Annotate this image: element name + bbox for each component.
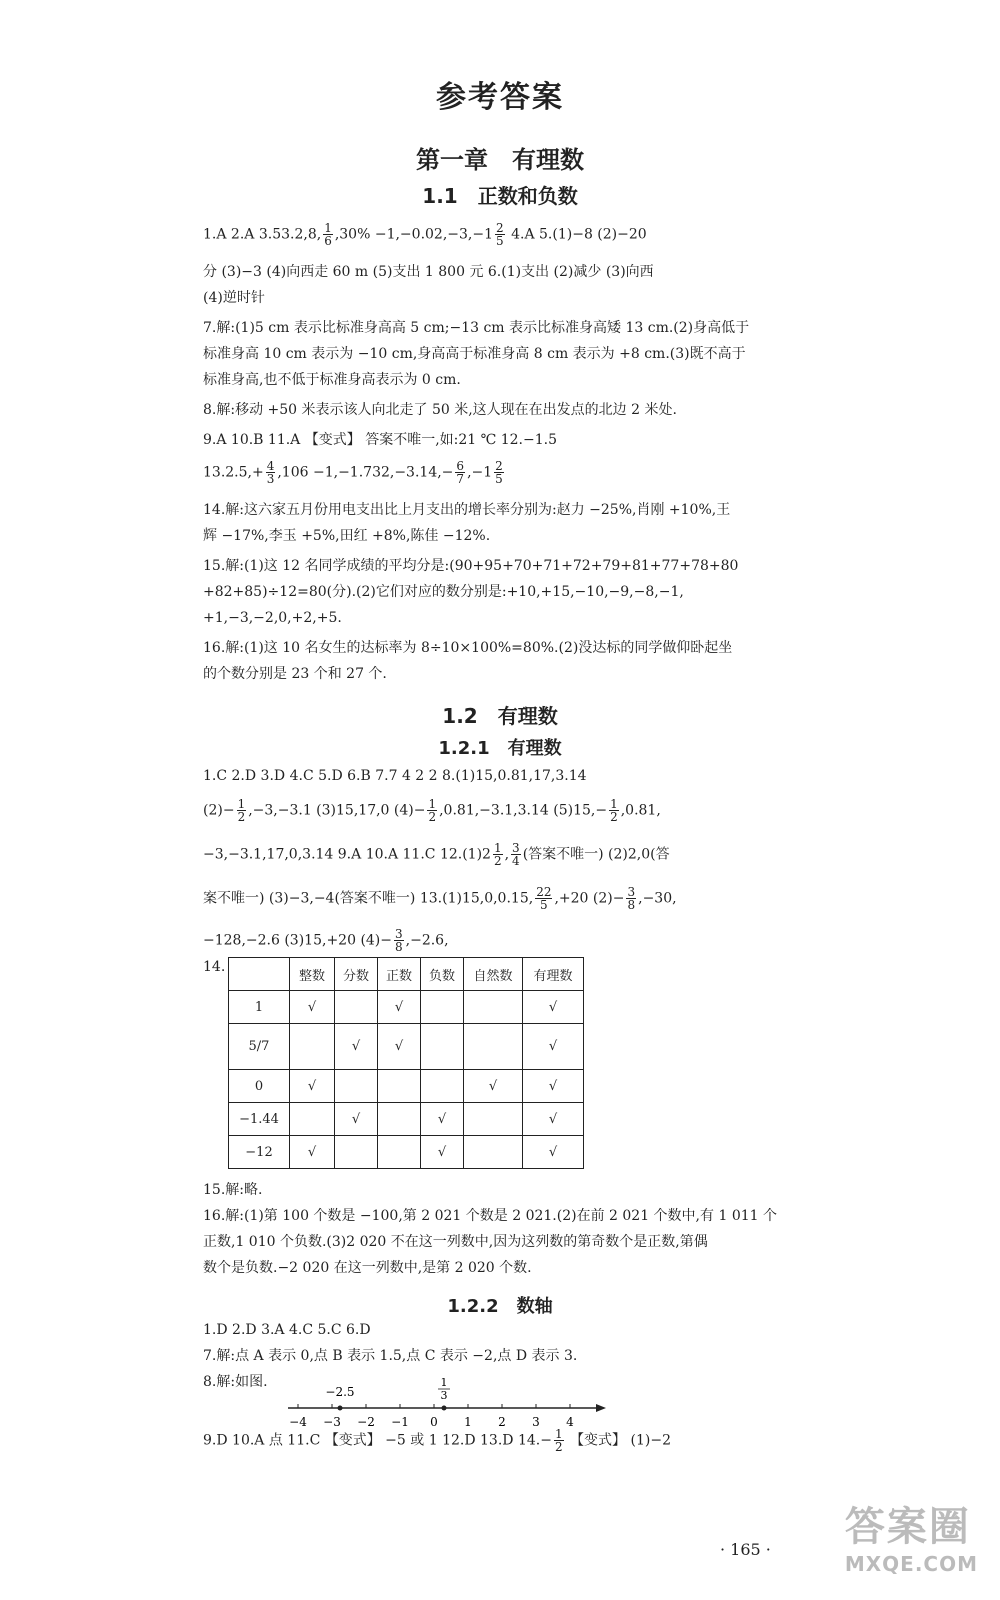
table-cell bbox=[335, 991, 378, 1024]
table-header: 整数 bbox=[290, 958, 335, 991]
table-cell bbox=[421, 1024, 464, 1070]
mark-label: −2.5 bbox=[325, 1385, 355, 1399]
table-cell: √ bbox=[464, 1070, 523, 1103]
table-cell: √ bbox=[290, 991, 335, 1024]
table-cell: √ bbox=[335, 1103, 378, 1136]
section-heading-1-1: 1.1 正数和负数 bbox=[422, 184, 578, 208]
table-cell: √ bbox=[335, 1024, 378, 1070]
table-cell bbox=[290, 1024, 335, 1070]
table-header-row bbox=[229, 958, 584, 991]
table-row bbox=[229, 1070, 584, 1103]
section-heading-1-2-1: 1.2.1 有理数 bbox=[438, 738, 562, 759]
table-header: 有理数 bbox=[523, 958, 584, 991]
table-cell bbox=[290, 1103, 335, 1136]
answer-line: 标准身高 10 cm 表示为 −10 cm,身高高于标准身高 8 cm 表示为 +8 cm.(3)既不高于 bbox=[203, 346, 746, 362]
answer-line: −128,−2.6 (3)15,+20 (4)− $\frac{3}{8}$ ,−2.6, bbox=[203, 927, 449, 954]
answer-line: 的个数分别是 23 个和 27 个. bbox=[203, 666, 387, 682]
answer-line: 16.解:(1)第 100 个数是 −100,第 2 021 个数是 2 021.(2)在前 2 021 个数中,有 1 011 个 bbox=[203, 1208, 777, 1224]
table-cell bbox=[335, 1070, 378, 1103]
answer-line: 数个是负数.−2 020 在这一列数中,是第 2 020 个数. bbox=[203, 1260, 532, 1276]
answer-line: +1,−3,−2,0,+2,+5. bbox=[203, 610, 342, 626]
answer-line: 15.解:(1)这 12 名同学成绩的平均分是:(90+95+70+71+72+79+81+77+78+80 bbox=[203, 558, 739, 574]
fraction: $\frac{3}{8}$ bbox=[395, 927, 403, 954]
answer-line: 9.D 10.A 点 11.C 【变式】 −5 或 1 12.D 13.D 14.− $\frac{1}{2}$ 【变式】 (1)−2 bbox=[203, 1427, 671, 1454]
fraction: $\frac{2}{5}$ bbox=[496, 221, 504, 248]
answer-line: 7.解:(1)5 cm 表示比标准身高高 5 cm;−13 cm 表示比标准身高矮 13 cm.(2)身高低于 bbox=[203, 320, 750, 336]
tick-label: 3 bbox=[532, 1415, 540, 1429]
table-header: 分数 bbox=[335, 958, 378, 991]
table-cell bbox=[464, 1103, 523, 1136]
table-cell bbox=[464, 1024, 523, 1070]
table-cell: 1 bbox=[229, 991, 290, 1024]
answer-line: 标准身高,也不低于标准身高表示为 0 cm. bbox=[203, 372, 461, 388]
table-cell: √ bbox=[421, 1136, 464, 1169]
table-cell: √ bbox=[523, 1024, 584, 1070]
section-heading-1-2: 1.2 有理数 bbox=[442, 704, 558, 728]
table-cell: √ bbox=[523, 1136, 584, 1169]
tick-label: −2 bbox=[357, 1415, 375, 1429]
fraction: $\frac{1}{2}$ bbox=[237, 797, 246, 824]
answer-line: 9.A 10.B 11.A 【变式】 答案不唯一,如:21 ℃ 12.−1.5 bbox=[203, 432, 557, 448]
table-cell bbox=[464, 1136, 523, 1169]
answer-line: (4)逆时针 bbox=[203, 290, 265, 306]
table-cell: √ bbox=[290, 1070, 335, 1103]
table-header: 自然数 bbox=[464, 958, 523, 991]
tick-label: −1 bbox=[391, 1415, 409, 1429]
mark-numerator: 1 bbox=[440, 1378, 448, 1389]
table-cell: √ bbox=[523, 991, 584, 1024]
tick-label: 4 bbox=[566, 1415, 574, 1429]
watermark-url: MXQE.COM bbox=[844, 1552, 978, 1576]
table-row bbox=[229, 1024, 584, 1070]
fraction: $\frac{1}{2}$ bbox=[610, 797, 618, 824]
answer-line: 1.D 2.D 3.A 4.C 5.C 6.D bbox=[203, 1322, 371, 1338]
answer-line: 15.解:略. bbox=[203, 1182, 263, 1198]
answer-line: 8.解:移动 +50 米表示该人向北走了 50 米,这人现在在出发点的北边 2 米处. bbox=[203, 402, 677, 418]
table-cell: √ bbox=[523, 1070, 584, 1103]
point-minus-2-5 bbox=[338, 1406, 343, 1411]
answer-line: 14.解:这六家五月份用电支出比上月支出的增长率分别为:赵力 −25%,肖刚 +10%,王 bbox=[203, 502, 731, 518]
mark-denominator: 3 bbox=[440, 1389, 448, 1402]
tick-label: −3 bbox=[323, 1415, 341, 1429]
table-cell: √ bbox=[378, 1024, 421, 1070]
answer-line: (2)− $\frac{1}{2}$ ,−3,−3.1 (3)15,17,0 (4)− $\frac{1}{2}$ ,0.81,−3.1,3.14 (5)15,− $\frac{1}{2}$ ,0.81, bbox=[203, 797, 661, 824]
fraction: $\frac{3}{8}$ bbox=[627, 885, 636, 912]
page-number: · 165 · bbox=[720, 1540, 771, 1559]
table-cell: 0 bbox=[229, 1070, 290, 1103]
fraction: $\frac{1}{2}$ bbox=[428, 797, 437, 824]
table-cell bbox=[378, 1070, 421, 1103]
table-cell bbox=[335, 1136, 378, 1169]
tick-label: −4 bbox=[289, 1415, 307, 1429]
table-cell: −12 bbox=[229, 1136, 290, 1169]
number-line-figure bbox=[288, 1378, 608, 1434]
answer-line: 分 (3)−3 (4)向西走 60 m (5)支出 1 800 元 6.(1)支出 (2)减少 (3)向西 bbox=[203, 264, 654, 280]
answer-line: 13.2.5,+ $\frac{4}{3}$ ,106 −1,−1.732,−3.14,− $\frac{6}{7}$ ,−1 $\frac{2}{5}$ bbox=[203, 459, 503, 486]
table-header bbox=[229, 958, 290, 991]
number-classification-table bbox=[228, 957, 584, 1169]
table-header: 负数 bbox=[421, 958, 464, 991]
table-cell: −1.44 bbox=[229, 1103, 290, 1136]
table-row bbox=[229, 991, 584, 1024]
answer-line: 7.解:点 A 表示 0,点 B 表示 1.5,点 C 表示 −2,点 D 表示 3. bbox=[203, 1348, 578, 1364]
fraction: $\frac{1}{2}$ bbox=[493, 841, 502, 868]
fraction: $\frac{1}{6}$ bbox=[324, 221, 332, 248]
section-heading-1-2-2: 1.2.2 数轴 bbox=[447, 1296, 553, 1317]
page-title: 参考答案 bbox=[436, 80, 564, 115]
chapter-heading: 第一章 有理数 bbox=[416, 146, 584, 174]
arrow-icon bbox=[596, 1404, 606, 1412]
fraction: $\frac{22}{5}$ bbox=[536, 885, 552, 912]
tick-label: 2 bbox=[498, 1415, 506, 1429]
table-cell: √ bbox=[421, 1103, 464, 1136]
answer-line: +82+85)÷12=80(分).(2)它们对应的数分别是:+10,+15,−10,−9,−8,−1, bbox=[203, 584, 684, 600]
fraction: $\frac{3}{4}$ bbox=[512, 841, 520, 868]
table-cell bbox=[378, 1136, 421, 1169]
answer-line: 案不唯一) (3)−3,−4(答案不唯一) 13.(1)15,0,0.15, $\frac{22}{5}$ ,+20 (2)− $\frac{3}{8}$ ,−30, bbox=[203, 885, 677, 912]
answer-line: 8.解:如图. bbox=[203, 1374, 268, 1390]
watermark bbox=[845, 1495, 978, 1576]
table-cell bbox=[421, 1070, 464, 1103]
table-row bbox=[229, 1136, 584, 1169]
answer-line: 辉 −17%,李玉 +5%,田红 +8%,陈佳 −12%. bbox=[203, 528, 491, 544]
fraction: $\frac{6}{7}$ bbox=[456, 459, 465, 486]
table-cell: 5/7 bbox=[229, 1024, 290, 1070]
watermark-logo: 答案圈 bbox=[844, 1504, 971, 1550]
table-cell: √ bbox=[378, 991, 421, 1024]
table-header: 正数 bbox=[378, 958, 421, 991]
table-cell bbox=[464, 991, 523, 1024]
answer-line: 正数,1 010 个负数.(3)2 020 不在这一列数中,因为这列数的第奇数个是正数,第偶 bbox=[203, 1234, 708, 1250]
question-number: 14. bbox=[203, 959, 226, 975]
answer-line: 1.C 2.D 3.D 4.C 5.D 6.B 7.7 4 2 2 8.(1)15,0.81,17,3.14 bbox=[203, 768, 587, 784]
table-cell bbox=[421, 991, 464, 1024]
table-cell: √ bbox=[290, 1136, 335, 1169]
answer-line: 1.A 2.A 3.53.2,8, $\frac{1}{6}$ ,30% −1,−0.02,−3,−1 $\frac{2}{5}$ 4.A 5.(1)−8 (2)−20 bbox=[203, 221, 647, 248]
tick-label: 0 bbox=[430, 1415, 438, 1429]
point-one-third bbox=[442, 1406, 447, 1411]
tick-label: 1 bbox=[464, 1415, 472, 1429]
answer-line: −3,−3.1,17,0,3.14 9.A 10.A 11.C 12.(1)2 $\frac{1}{2}$ , $\frac{3}{4}$ (答案不唯一) (2)2,0(答 bbox=[203, 841, 670, 868]
fraction: $\frac{1}{2}$ bbox=[554, 1427, 563, 1454]
table-cell bbox=[378, 1103, 421, 1136]
fraction: $\frac{4}{3}$ bbox=[266, 459, 275, 486]
answer-line: 16.解:(1)这 10 名女生的达标率为 8÷10×100%=80%.(2)没达标的同学做仰卧起坐 bbox=[203, 640, 733, 656]
table-cell: √ bbox=[523, 1103, 584, 1136]
fraction: $\frac{2}{5}$ bbox=[495, 459, 503, 486]
table-row bbox=[229, 1103, 584, 1136]
